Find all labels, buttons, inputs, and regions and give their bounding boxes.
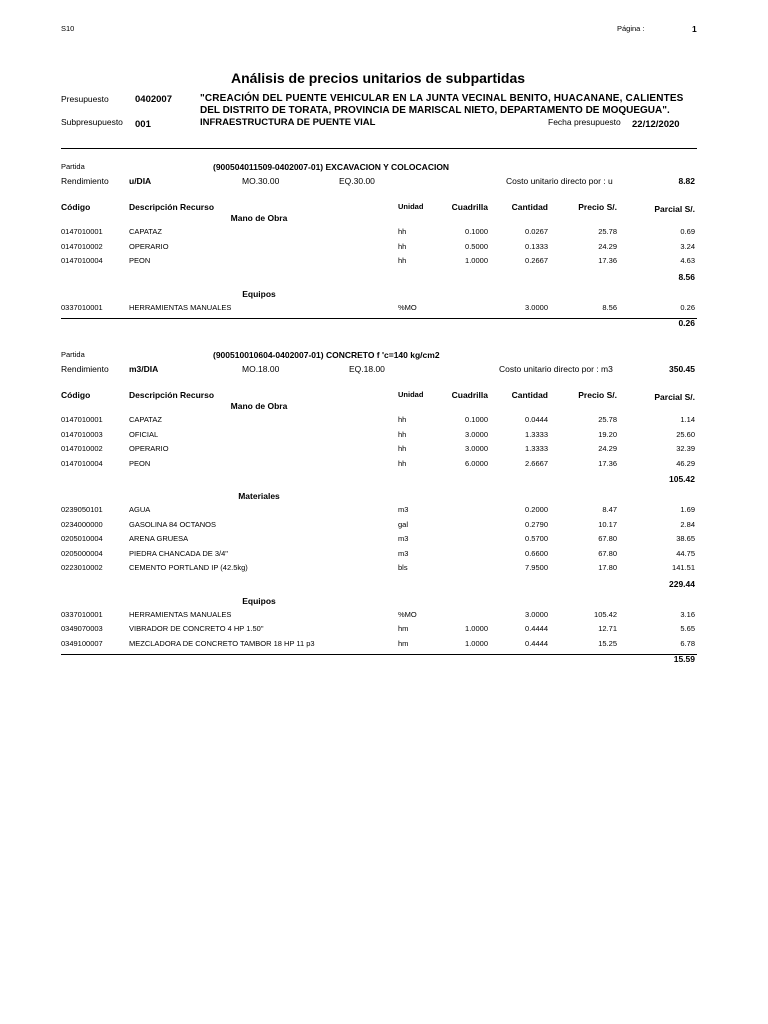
table-row: [0, 444, 768, 458]
resource-cantidad: 0.0444: [525, 415, 548, 424]
section-title: Mano de Obra: [230, 401, 288, 411]
resource-code: 0223010002: [61, 563, 103, 572]
section-subtotal-rule: [61, 654, 697, 655]
page-number: 1: [692, 24, 697, 34]
table-row: [0, 227, 768, 241]
resource-code: 0234000000: [61, 519, 103, 529]
resource-code: 0205000004: [61, 548, 103, 558]
resource-description: VIBRADOR DE CONCRETO 4 HP 1.50": [129, 624, 264, 633]
resource-description: PEON: [129, 458, 151, 468]
rendimiento-label: Rendimiento: [61, 364, 109, 374]
resource-precio: 25.78: [598, 415, 617, 424]
resource-precio: 24.29: [598, 241, 617, 251]
resource-code: 0147010001: [61, 415, 103, 424]
resource-code: 0147010003: [61, 429, 103, 439]
resource-parcial: 6.78: [680, 638, 695, 648]
resource-cantidad: 0.5700: [525, 534, 548, 543]
table-row: [0, 303, 768, 317]
resource-code: 0147010004: [61, 256, 103, 265]
resource-code: 0147010002: [61, 444, 103, 453]
resource-parcial: 2.84: [680, 519, 695, 529]
resource-unit: hm: [398, 638, 409, 648]
resource-cantidad: 0.2000: [525, 505, 548, 514]
costo-unitario-label: Costo unitario directo por : u: [506, 176, 613, 186]
resource-parcial: 46.29: [676, 458, 695, 468]
col-header-unidad: Unidad: [398, 390, 424, 399]
resource-unit: gal: [398, 519, 409, 529]
table-row: [0, 430, 768, 444]
resource-description: MEZCLADORA DE CONCRETO TAMBOR 18 HP 11 p3: [129, 638, 315, 648]
table-row: [0, 534, 768, 548]
col-header-precio: Precio S/.: [578, 202, 617, 212]
rendimiento-eq: EQ.30.00: [339, 176, 375, 186]
table-row: [0, 624, 768, 638]
fecha-value: 22/12/2020: [632, 119, 680, 130]
presupuesto-desc-line1: "CREACIÓN DEL PUENTE VEHICULAR EN LA JUNTA VECINAL BENITO, HUACANANE, CALIENTES: [200, 93, 684, 104]
table-row: [0, 459, 768, 473]
resource-unit: %MO: [398, 302, 417, 312]
resource-precio: 17.36: [598, 458, 617, 468]
resource-cuadrilla: 3.0000: [465, 429, 488, 439]
resource-description: GASOLINA 84 OCTANOS: [129, 519, 216, 529]
section-subtotal: 229.44: [669, 578, 695, 589]
section-title: Materiales: [238, 491, 280, 501]
resource-precio: 12.71: [598, 624, 617, 633]
resource-unit: hh: [398, 415, 407, 424]
resource-precio: 17.80: [598, 563, 617, 572]
section-title: Equipos: [242, 595, 276, 606]
resource-code: 0349070003: [61, 624, 103, 633]
resource-parcial: 1.69: [680, 505, 695, 514]
resource-cantidad: 1.3333: [525, 429, 548, 439]
presupuesto-value: 0402007: [135, 94, 172, 105]
resource-cantidad: 3.0000: [525, 302, 548, 312]
resource-unit: %MO: [398, 609, 417, 619]
resource-precio: 25.78: [598, 227, 617, 236]
resource-cuadrilla: 0.1000: [465, 415, 488, 424]
resource-unit: hh: [398, 227, 407, 236]
resource-cantidad: 2.6667: [525, 458, 548, 468]
col-header-precio: Precio S/.: [578, 390, 617, 400]
table-row: [0, 242, 768, 256]
rendimiento-mo: MO.30.00: [242, 176, 280, 186]
resource-description: ARENA GRUESA: [129, 534, 189, 543]
resource-unit: hh: [398, 429, 407, 439]
resource-code: 0337010001: [61, 302, 103, 312]
resource-description: HERRAMIENTAS MANUALES: [129, 302, 232, 312]
resource-parcial: 5.65: [680, 624, 695, 633]
resource-cantidad: 0.0267: [525, 227, 548, 236]
resource-cantidad: 0.4444: [525, 638, 548, 648]
resource-unit: hh: [398, 241, 407, 251]
rendimiento-mo: MO.18.00: [242, 364, 280, 374]
col-header-parcial: Parcial S/.: [654, 204, 695, 214]
rendimiento-eq: EQ.18.00: [349, 364, 385, 374]
col-header-cuadrilla: Cuadrilla: [451, 202, 488, 212]
resource-precio: 105.42: [594, 609, 617, 619]
resource-code: 0147010004: [61, 458, 103, 468]
resource-unit: hh: [398, 256, 407, 265]
resource-unit: bls: [398, 563, 408, 572]
resource-cuadrilla: 1.0000: [465, 624, 488, 633]
resource-description: CEMENTO PORTLAND IP (42.5kg): [129, 563, 248, 572]
resource-code: 0205010004: [61, 534, 103, 543]
table-row: [0, 256, 768, 270]
resource-parcial: 1.14: [680, 415, 695, 424]
subpresupuesto-desc: INFRAESTRUCTURA DE PUENTE VIAL: [200, 117, 376, 128]
resource-precio: 67.80: [598, 548, 617, 558]
resource-unit: hh: [398, 458, 407, 468]
header-divider: [61, 148, 697, 149]
resource-cuadrilla: 1.0000: [465, 638, 488, 648]
resource-parcial: 4.63: [680, 256, 695, 265]
col-header-descripcion: Descripción Recurso: [129, 390, 215, 400]
col-header-parcial: Parcial S/.: [654, 392, 695, 402]
col-header-codigo: Código: [61, 202, 91, 212]
resource-parcial: 0.26: [680, 302, 695, 312]
resource-description: OPERARIO: [129, 241, 169, 251]
resource-cantidad: 1.3333: [525, 444, 548, 453]
resource-code: 0337010001: [61, 609, 103, 619]
report-code: S10: [61, 24, 75, 33]
resource-precio: 24.29: [598, 444, 617, 453]
resource-code: 0147010001: [61, 227, 103, 236]
resource-parcial: 141.51: [672, 563, 695, 572]
table-row: [0, 549, 768, 563]
resource-description: PIEDRA CHANCADA DE 3/4": [129, 548, 228, 558]
resource-cantidad: 3.0000: [525, 609, 548, 619]
rendimiento-label: Rendimiento: [61, 176, 109, 186]
resource-description: OPERARIO: [129, 444, 169, 453]
costo-unitario-value: 8.82: [678, 176, 695, 186]
presupuesto-desc-line2: DEL DISTRITO DE TORATA, PROVINCIA DE MARISCAL NIETO, DEPARTAMENTO DE MOQUEGUA".: [200, 105, 670, 116]
table-row: [0, 563, 768, 577]
resource-description: AGUA: [129, 505, 151, 514]
section-subtotal: 105.42: [669, 474, 695, 484]
col-header-cuadrilla: Cuadrilla: [451, 390, 488, 400]
section-subtotal-rule: [61, 318, 697, 319]
resource-unit: m3: [398, 534, 409, 543]
resource-precio: 10.17: [598, 519, 617, 529]
resource-parcial: 3.16: [680, 609, 695, 619]
section-subtotal: 8.56: [678, 271, 695, 282]
fecha-label: Fecha presupuesto: [548, 117, 621, 127]
col-header-cantidad: Cantidad: [511, 202, 548, 212]
section-subtotal: 15.59: [673, 654, 695, 664]
rendimiento-unit: m3/DIA: [129, 364, 159, 374]
resource-parcial: 38.65: [676, 534, 695, 543]
resource-precio: 8.56: [602, 302, 617, 312]
resource-parcial: 25.60: [676, 429, 695, 439]
resource-cantidad: 0.4444: [525, 624, 548, 633]
resource-unit: m3: [398, 548, 409, 558]
resource-precio: 67.80: [598, 534, 617, 543]
costo-unitario-value: 350.45: [669, 364, 695, 374]
resource-unit: m3: [398, 505, 409, 514]
resource-description: OFICIAL: [129, 429, 159, 439]
resource-description: CAPATAZ: [129, 227, 162, 236]
resource-parcial: 44.75: [676, 548, 695, 558]
page-title: Análisis de precios unitarios de subpartidas: [230, 70, 526, 86]
table-row: [0, 415, 768, 429]
partida-title: (900510010604-0402007-01) CONCRETO f 'c=140 kg/cm2: [213, 350, 440, 360]
resource-parcial: 3.24: [680, 241, 695, 251]
resource-code: 0147010002: [61, 241, 103, 251]
resource-cuadrilla: 6.0000: [465, 458, 488, 468]
table-row: [0, 610, 768, 624]
resource-code: 0349100007: [61, 638, 103, 648]
resource-description: PEON: [129, 256, 151, 265]
partida-label: Partida: [61, 350, 85, 359]
page-label: Página :: [617, 24, 645, 33]
resource-parcial: 0.69: [680, 227, 695, 236]
table-row: [0, 639, 768, 653]
col-header-descripcion: Descripción Recurso: [129, 202, 215, 212]
resource-cantidad: 0.6600: [525, 548, 548, 558]
resource-cuadrilla: 1.0000: [465, 256, 488, 265]
resource-description: CAPATAZ: [129, 415, 162, 424]
section-title: Mano de Obra: [230, 213, 288, 223]
rendimiento-unit: u/DIA: [129, 176, 152, 186]
subpresupuesto-value: 001: [135, 119, 151, 130]
resource-cuadrilla: 0.1000: [465, 227, 488, 236]
costo-unitario-label: Costo unitario directo por : m3: [499, 364, 613, 374]
resource-cantidad: 0.2790: [525, 519, 548, 529]
subpresupuesto-label: Subpresupuesto: [61, 117, 123, 127]
presupuesto-label: Presupuesto: [61, 94, 109, 104]
resource-cuadrilla: 0.5000: [465, 241, 488, 251]
col-header-cantidad: Cantidad: [511, 390, 548, 400]
col-header-unidad: Unidad: [398, 202, 424, 211]
resource-description: HERRAMIENTAS MANUALES: [129, 609, 232, 619]
resource-precio: 15.25: [598, 638, 617, 648]
resource-precio: 17.36: [598, 256, 617, 265]
section-title: Equipos: [242, 288, 276, 299]
resource-precio: 8.47: [602, 505, 617, 514]
resource-cantidad: 0.1333: [525, 241, 548, 251]
table-row: [0, 520, 768, 534]
resource-cuadrilla: 3.0000: [465, 444, 488, 453]
resource-cantidad: 7.9500: [525, 563, 548, 572]
partida-label: Partida: [61, 162, 85, 171]
resource-unit: hh: [398, 444, 407, 453]
col-header-codigo: Código: [61, 390, 91, 400]
section-subtotal: 0.26: [678, 318, 695, 328]
table-row: [0, 505, 768, 519]
partida-title: (900504011509-0402007-01) EXCAVACION Y COLOCACION: [213, 162, 450, 172]
resource-precio: 19.20: [598, 429, 617, 439]
resource-parcial: 32.39: [676, 444, 695, 453]
resource-code: 0239050101: [61, 505, 103, 514]
resource-unit: hm: [398, 624, 409, 633]
resource-cantidad: 0.2667: [525, 256, 548, 265]
